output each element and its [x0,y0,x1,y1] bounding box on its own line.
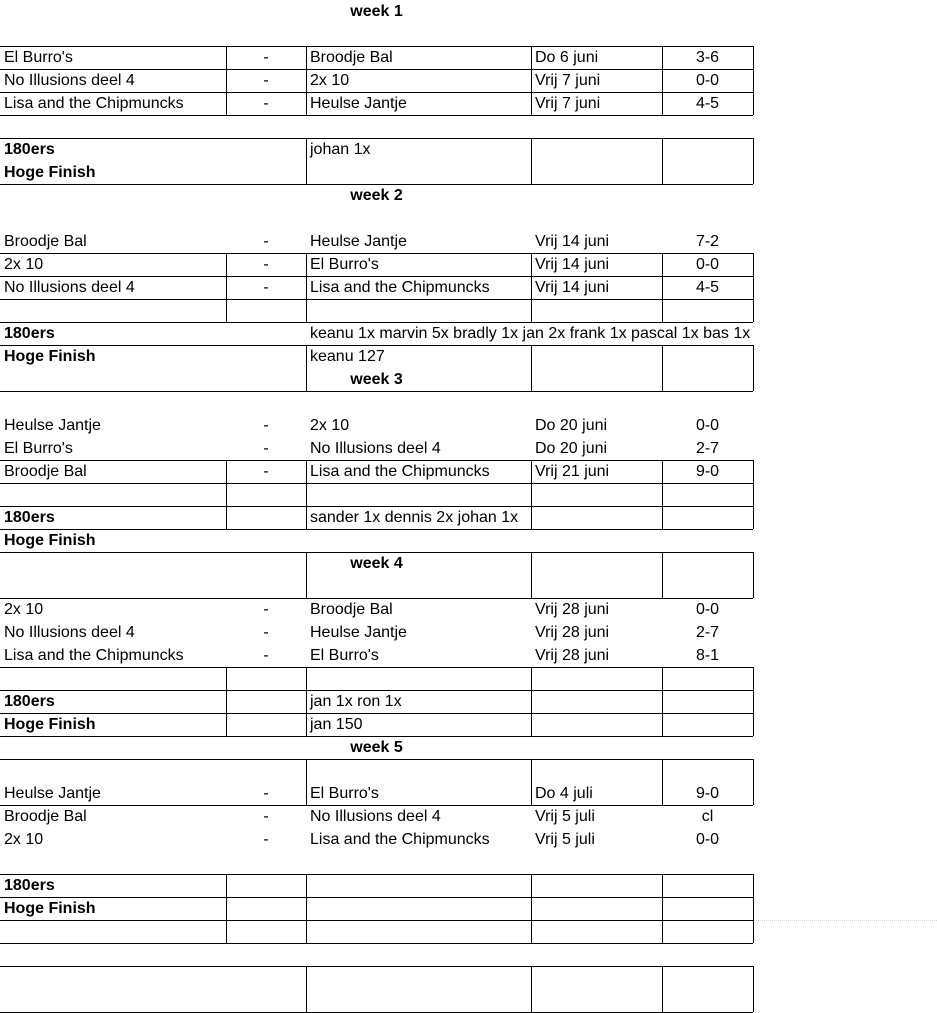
match-border-vertical [662,874,663,943]
match-border-horizontal [0,322,753,323]
date-cell[interactable]: Vrij 14 juni [535,279,610,296]
match-border-horizontal [0,897,753,898]
totals-border-vertical [662,759,663,805]
date-cell[interactable]: Vrij 7 juni [535,72,601,89]
totals-border-vertical [662,966,663,1012]
totals-border-vertical [306,759,307,805]
empty-row [0,851,937,874]
hoge-finish-row [0,161,937,184]
totals-border-vertical [662,345,663,391]
empty-row [0,207,937,230]
away-team-cell[interactable]: Broodje Bal [310,49,393,66]
match-border-vertical [226,874,227,943]
oneeighties-value[interactable]: keanu 1x marvin 5x bradly 1x jan 2x frank 1x pascal 1x bas 1x [310,325,751,342]
totals-border-bottom [0,805,753,806]
hoge-finish-value[interactable]: keanu 127 [310,348,385,365]
week-title[interactable]: week 5 [350,739,403,756]
totals-border-vertical [531,966,532,1012]
hoge-finish-label[interactable]: Hoge Finish [4,348,96,365]
score-cell[interactable]: 0-0 [695,831,720,848]
date-cell[interactable]: Vrij 7 juni [535,95,601,112]
oneeighties-row [0,138,937,161]
match-border-vertical [662,253,663,322]
away-team-cell[interactable]: Heulse Jantje [310,95,407,112]
totals-border-bottom [0,184,753,185]
score-cell[interactable]: 4-5 [695,279,720,296]
match-row [0,782,937,805]
home-team-cell[interactable]: El Burro's [4,440,73,457]
totals-border-top [0,552,753,553]
match-border-vertical [226,667,227,736]
date-cell[interactable]: Do 20 juni [535,440,608,457]
match-border-horizontal [0,253,753,254]
week-title-row [0,368,937,391]
home-team-cell[interactable]: Lisa and the Chipmuncks [4,647,184,664]
empty-row [0,483,937,506]
match-border-vertical [306,460,307,529]
match-border-vertical [531,46,532,115]
match-row [0,46,937,69]
away-team-cell[interactable]: No Illusions deel 4 [310,440,441,457]
totals-border-vertical [753,138,754,184]
away-team-cell[interactable]: No Illusions deel 4 [310,808,441,825]
match-row [0,598,937,621]
home-team-cell[interactable]: Broodje Bal [4,808,87,825]
match-border-vertical [226,460,227,529]
away-team-cell[interactable]: 2x 10 [310,417,350,434]
match-row [0,276,937,299]
score-cell[interactable]: 0-0 [695,417,720,434]
totals-border-top [0,966,753,967]
away-team-cell[interactable]: Heulse Jantje [310,233,407,250]
match-border-horizontal [0,299,753,300]
week-title[interactable]: week 2 [350,187,403,204]
separator-cell[interactable]: - [263,624,269,641]
hoge-finish-value[interactable] [306,529,531,552]
match-row [0,621,937,644]
empty-row [0,299,937,322]
hoge-finish-row [0,345,937,368]
separator-cell[interactable]: - [263,233,269,250]
away-team-cell[interactable]: El Burro's [310,785,379,802]
week-title-row [0,0,937,23]
match-row [0,230,937,253]
empty-row [0,115,937,138]
separator-cell[interactable]: - [263,279,269,296]
match-border-vertical [662,460,663,529]
oneeighties-label[interactable]: 180ers [4,509,55,526]
hoge-finish-value[interactable]: jan 150 [310,716,363,733]
home-team-cell[interactable]: Heulse Jantje [4,417,101,434]
match-row [0,805,937,828]
match-row [0,92,937,115]
separator-cell[interactable]: - [263,72,269,89]
match-border-horizontal [0,460,753,461]
score-cell[interactable]: 2-7 [695,440,720,457]
hoge-finish-row [0,897,937,920]
totals-border-vertical [753,759,754,805]
match-border-horizontal [0,874,753,875]
totals-border-vertical [753,345,754,391]
home-team-cell[interactable]: Lisa and the Chipmuncks [4,95,184,112]
week-title-row [0,184,937,207]
empty-row [0,391,937,414]
date-cell[interactable]: Vrij 28 juni [535,624,610,641]
separator-cell[interactable]: - [263,95,269,112]
away-team-cell[interactable]: Broodje Bal [310,601,393,618]
oneeighties-row [0,690,937,713]
hoge-finish-label[interactable]: Hoge Finish [4,900,96,917]
match-border-horizontal [0,115,753,116]
match-border-vertical [753,460,754,529]
hoge-finish-label[interactable]: Hoge Finish [4,532,96,549]
date-cell[interactable]: Vrij 28 juni [535,601,610,618]
score-cell[interactable]: 7-2 [695,233,720,250]
away-team-cell[interactable]: El Burro's [310,256,379,273]
away-team-cell[interactable]: Heulse Jantje [310,624,407,641]
home-team-cell[interactable]: Broodje Bal [4,463,87,480]
date-cell[interactable]: Do 20 juni [535,417,608,434]
totals-border-vertical [753,966,754,1012]
week-title-row [0,736,937,759]
match-border-horizontal [0,276,753,277]
totals-border-vertical [531,552,532,598]
match-border-vertical [753,874,754,943]
week-title-row [0,552,937,575]
match-row [0,460,937,483]
away-team-cell[interactable]: Lisa and the Chipmuncks [310,279,490,296]
score-cell[interactable]: 4-5 [695,95,720,112]
separator-cell[interactable]: - [263,831,269,848]
date-cell[interactable]: Vrij 14 juni [535,256,610,273]
totals-border-bottom [0,391,753,392]
separator-cell[interactable]: - [263,785,269,802]
home-team-cell[interactable]: 2x 10 [4,831,44,848]
match-border-vertical [531,667,532,736]
date-cell[interactable]: Vrij 21 juni [535,463,610,480]
match-border-horizontal [0,713,753,714]
home-team-cell[interactable]: No Illusions deel 4 [4,279,135,296]
home-team-cell[interactable]: No Illusions deel 4 [4,72,135,89]
totals-border-vertical [306,345,307,391]
match-border-vertical [662,46,663,115]
match-border-vertical [531,460,532,529]
oneeighties-label[interactable]: 180ers [4,693,55,710]
match-row [0,414,937,437]
date-cell[interactable]: Do 6 juni [535,49,599,66]
date-cell[interactable]: Do 4 juli [535,785,593,802]
home-team-cell[interactable]: Heulse Jantje [4,785,101,802]
away-team-cell[interactable]: 2x 10 [310,72,350,89]
separator-cell[interactable]: - [263,463,269,480]
match-border-vertical [306,667,307,736]
score-cell[interactable]: 2-7 [695,624,720,641]
oneeighties-value[interactable]: jan 1x ron 1x [310,693,402,710]
date-cell[interactable]: Vrij 28 juni [535,647,610,664]
separator-cell[interactable]: - [263,647,269,664]
oneeighties-label[interactable]: 180ers [4,325,55,342]
match-border-horizontal [0,92,753,93]
date-cell[interactable]: Vrij 5 juli [535,831,595,848]
match-border-horizontal [0,690,753,691]
week-title[interactable]: week 3 [350,371,403,388]
totals-border-vertical [306,966,307,1012]
score-cell[interactable]: 0-0 [695,256,720,273]
empty-row [0,575,937,598]
home-team-cell[interactable]: El Burro's [4,49,73,66]
match-border-horizontal [0,667,753,668]
match-row [0,253,937,276]
week-title[interactable]: week 4 [350,555,403,572]
match-border-vertical [531,874,532,943]
totals-border-vertical [531,345,532,391]
away-team-cell[interactable]: El Burro's [310,647,379,664]
match-border-vertical [306,874,307,943]
match-row [0,69,937,92]
home-team-cell[interactable]: No Illusions deel 4 [4,624,135,641]
match-border-horizontal [0,736,753,737]
score-cell[interactable]: 3-6 [695,49,720,66]
totals-border-vertical [531,138,532,184]
totals-border-top [0,759,753,760]
match-border-horizontal [0,69,753,70]
score-cell[interactable]: 0-0 [695,601,720,618]
totals-border-vertical [306,138,307,184]
match-border-vertical [226,46,227,115]
empty-row [0,23,937,46]
separator-cell[interactable]: - [263,808,269,825]
oneeighties-value[interactable]: johan 1x [310,141,371,158]
match-border-vertical [753,253,754,322]
separator-cell[interactable]: - [263,440,269,457]
hoge-finish-value[interactable] [306,897,531,920]
date-cell[interactable]: Vrij 5 juli [535,808,595,825]
oneeighties-value[interactable] [306,874,531,897]
totals-border-vertical [753,552,754,598]
oneeighties-row [0,874,937,897]
separator-cell[interactable]: - [263,256,269,273]
match-row [0,644,937,667]
match-border-vertical [753,46,754,115]
away-team-cell[interactable]: Lisa and the Chipmuncks [310,463,490,480]
totals-border-vertical [662,552,663,598]
oneeighties-label[interactable]: 180ers [4,141,55,158]
hoge-finish-label[interactable]: Hoge Finish [4,164,96,181]
totals-border-top [0,138,753,139]
home-team-cell[interactable]: Broodje Bal [4,233,87,250]
score-cell[interactable]: cl [701,808,714,825]
totals-border-top [0,345,753,346]
score-cell[interactable]: 8-1 [695,647,720,664]
match-border-horizontal [0,943,753,944]
match-border-vertical [306,253,307,322]
totals-border-vertical [531,759,532,805]
hoge-finish-value[interactable] [306,161,531,184]
hoge-finish-row [0,713,937,736]
away-team-cell[interactable]: Lisa and the Chipmuncks [310,831,490,848]
match-border-vertical [226,253,227,322]
match-border-vertical [753,667,754,736]
oneeighties-value[interactable]: sander 1x dennis 2x johan 1x [310,509,519,526]
match-border-vertical [306,46,307,115]
hoge-finish-row [0,529,937,552]
oneeighties-row [0,322,937,345]
separator-cell[interactable]: - [263,601,269,618]
match-border-vertical [662,667,663,736]
totals-border-vertical [662,138,663,184]
totals-border-bottom [0,598,753,599]
home-team-cell[interactable]: 2x 10 [4,601,44,618]
home-team-cell[interactable]: 2x 10 [4,256,44,273]
separator-cell[interactable]: - [263,49,269,66]
match-border-horizontal [0,483,753,484]
match-border-horizontal [0,46,753,47]
date-cell[interactable]: Vrij 14 juni [535,233,610,250]
match-row [0,828,937,851]
empty-row [0,759,937,782]
oneeighties-label[interactable]: 180ers [4,877,55,894]
hoge-finish-label[interactable]: Hoge Finish [4,716,96,733]
score-cell[interactable]: 0-0 [695,72,720,89]
empty-row [0,667,937,690]
score-cell[interactable]: 9-0 [695,785,720,802]
week-title[interactable]: week 1 [350,3,403,20]
match-border-horizontal [0,506,753,507]
match-row [0,437,937,460]
score-cell[interactable]: 9-0 [695,463,720,480]
oneeighties-row [0,506,937,529]
totals-border-vertical [306,552,307,598]
separator-cell[interactable]: - [263,417,269,434]
match-border-vertical [531,253,532,322]
match-border-horizontal [0,529,753,530]
